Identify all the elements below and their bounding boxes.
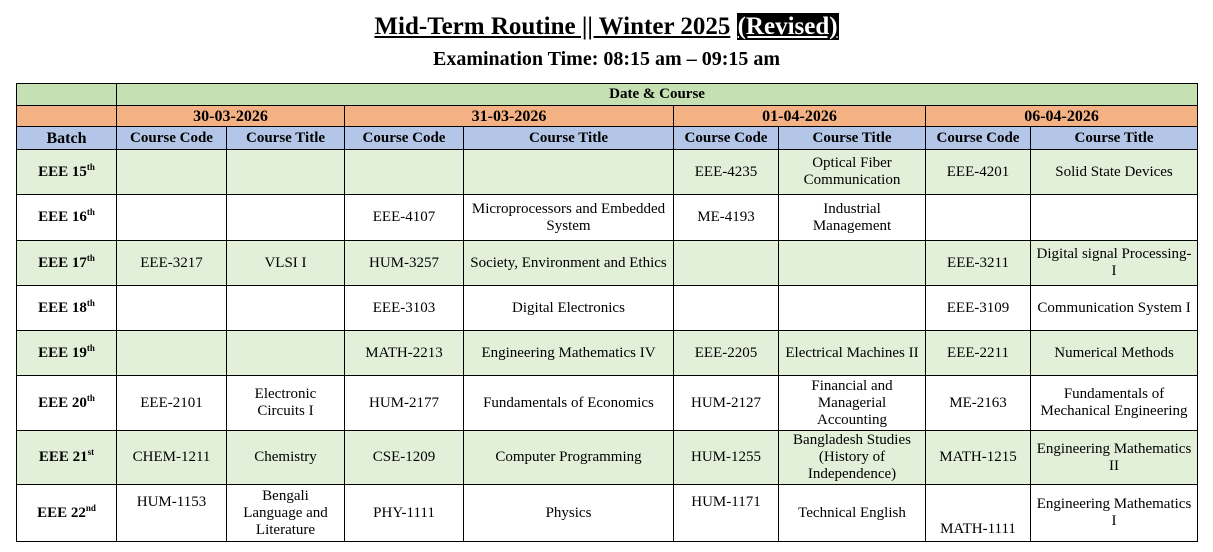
course-code-cell: MATH-1215 [926,431,1031,485]
course-title-cell: Technical English [779,485,926,542]
table-row [17,331,1198,376]
course-code-header: Course Code [674,127,779,150]
batch-cell [17,195,117,241]
course-code-cell: HUM-1255 [674,431,779,485]
date-header: 01-04-2026 [674,106,926,127]
course-code-header: Course Code [926,127,1031,150]
course-code-cell: HUM-1153 [117,485,227,542]
course-code-cell: EEE-3217 [117,241,227,286]
course-title-cell: Communication System I [1031,286,1198,331]
group-header-row [17,84,1198,106]
course-code-cell [674,286,779,331]
course-title-cell [779,286,926,331]
batch-cell [17,376,117,431]
course-title-cell: Fundamentals of Economics [464,376,674,431]
course-title-cell: Bangladesh Studies (History of Independence) [779,431,926,485]
batch-suffix: th [86,297,95,308]
batch-label: EEE 18 [38,299,87,316]
course-title-cell: Society, Environment and Ethics [464,241,674,286]
course-title-cell [227,286,345,331]
course-title-cell: Solid State Devices [1031,150,1198,195]
batch-cell [17,431,117,485]
course-code-cell: CHEM-1211 [117,431,227,485]
course-title-header: Course Title [464,127,674,150]
course-code-cell: EEE-4201 [926,150,1031,195]
course-code-cell: ME-4193 [674,195,779,241]
course-code-cell [117,286,227,331]
routine-table [16,83,1198,542]
course-code-cell: PHY-1111 [345,485,464,542]
course-title-cell: Engineering Mathematics I [1031,485,1198,542]
date-header: 06-04-2026 [926,106,1198,127]
table-row [17,195,1198,241]
batch-cell [17,241,117,286]
table-row [17,431,1198,485]
course-title-cell: Numerical Methods [1031,331,1198,376]
course-title-cell: Digital signal Processing-I [1031,241,1198,286]
course-title-cell: Bengali Language and Literature [227,485,345,542]
course-code-cell: ME-2163 [926,376,1031,431]
course-code-cell: HUM-1171 [674,485,779,542]
batch-suffix: th [86,252,95,263]
course-code-cell [345,150,464,195]
blank-date-corner [17,106,117,127]
course-title-cell: Physics [464,485,674,542]
course-title-cell: Engineering Mathematics II [1031,431,1198,485]
course-title-cell: Digital Electronics [464,286,674,331]
title-revised-badge: (Revised) [737,13,838,40]
course-title-header: Course Title [227,127,345,150]
course-title-cell: Optical Fiber Communication [779,150,926,195]
batch-suffix: th [86,161,95,172]
course-code-cell: EEE-4235 [674,150,779,195]
course-code-cell: MATH-1111 [926,485,1031,542]
batch-cell [17,286,117,331]
course-title-cell: Electronic Circuits I [227,376,345,431]
course-title-header: Course Title [779,127,926,150]
course-title-cell [227,195,345,241]
blank-corner [17,84,117,106]
course-code-cell: EEE-3109 [926,286,1031,331]
course-code-cell [117,331,227,376]
course-code-header: Course Code [345,127,464,150]
column-header-row [17,127,1198,150]
course-title-cell: Chemistry [227,431,345,485]
course-title-cell [464,150,674,195]
batch-cell [17,150,117,195]
course-title-cell [1031,195,1198,241]
table-row [17,150,1198,195]
table-row [17,376,1198,431]
course-title-cell [779,241,926,286]
course-code-cell: EEE-2101 [117,376,227,431]
batch-label: EEE 20 [38,394,87,411]
course-code-cell: EEE-3103 [345,286,464,331]
course-code-cell [117,150,227,195]
course-title-cell: Electrical Machines II [779,331,926,376]
course-code-cell [674,241,779,286]
title-main: Mid-Term Routine || Winter 2025 [374,13,731,40]
course-title-cell: Financial and Managerial Accounting [779,376,926,431]
course-code-cell [926,195,1031,241]
batch-label: EEE 22 [37,504,86,521]
course-title-cell: Computer Programming [464,431,674,485]
course-title-cell: Industrial Management [779,195,926,241]
batch-label: EEE 17 [38,254,87,271]
table-row [17,485,1198,542]
course-code-cell: MATH-2213 [345,331,464,376]
exam-time: Examination Time: 08:15 am – 09:15 am [432,48,781,70]
course-title-cell [227,150,345,195]
course-code-cell: EEE-2211 [926,331,1031,376]
date-course-header: Date & Course [117,84,1198,106]
course-title-cell: Microprocessors and Embedded System [464,195,674,241]
course-code-cell: EEE-4107 [345,195,464,241]
table-row [17,286,1198,331]
date-header: 31-03-2026 [345,106,674,127]
course-code-cell: CSE-1209 [345,431,464,485]
course-code-cell: HUM-2177 [345,376,464,431]
batch-cell [17,331,117,376]
date-row [17,106,1198,127]
course-code-cell: HUM-3257 [345,241,464,286]
batch-cell [17,485,117,542]
batch-suffix: nd [85,502,96,513]
batch-label: EEE 19 [38,344,87,361]
batch-suffix: th [86,342,95,353]
batch-header: Batch [17,127,117,150]
batch-suffix: th [86,207,95,217]
course-title-header: Course Title [1031,127,1198,150]
page-title [0,10,1213,44]
batch-suffix: th [86,392,95,403]
course-title-cell [227,331,345,376]
batch-label: EEE 21 [38,449,88,465]
course-code-header: Course Code [117,127,227,150]
batch-label: EEE 16 [38,209,87,225]
course-code-cell: EEE-2205 [674,331,779,376]
table-row [17,241,1198,286]
course-title-cell: Fundamentals of Mechanical Engineering [1031,376,1198,431]
course-title-cell: Engineering Mathematics IV [464,331,674,376]
batch-label: EEE 15 [38,163,87,180]
course-code-cell: HUM-2127 [674,376,779,431]
course-code-cell [117,195,227,241]
date-header: 30-03-2026 [117,106,345,127]
course-title-cell: VLSI I [227,241,345,286]
batch-suffix: st [87,447,95,457]
course-code-cell: EEE-3211 [926,241,1031,286]
